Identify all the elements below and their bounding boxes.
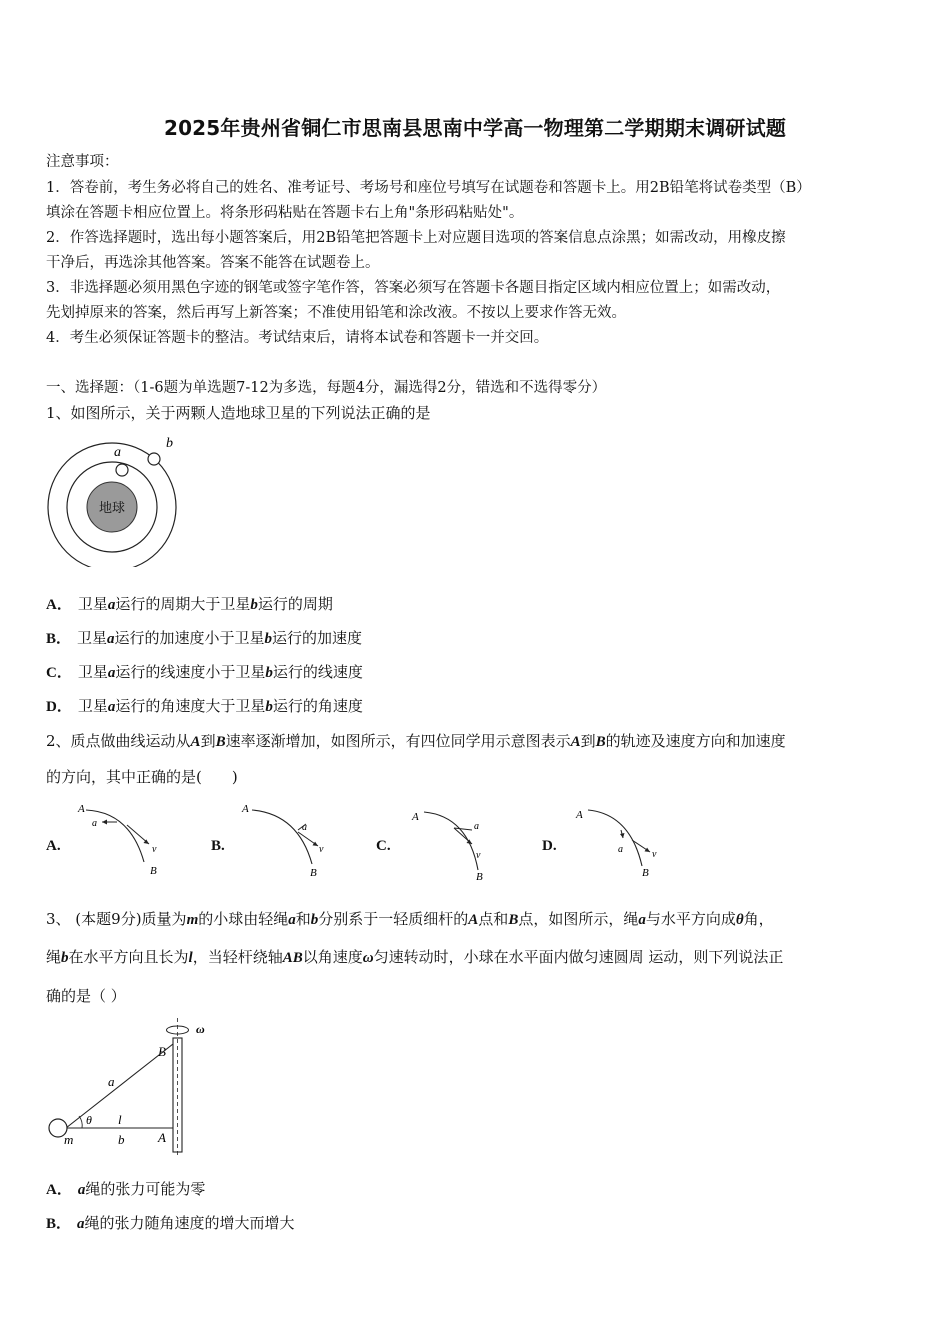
q1-option-b[interactable] bbox=[46, 627, 362, 648]
option-label: C． bbox=[46, 665, 72, 681]
q1-stem: 1、如图所示，关于两颗人造地球卫星的下列说法正确的是 bbox=[46, 404, 431, 422]
option-text: 运行的线速度 bbox=[272, 663, 363, 681]
velocity-label: v bbox=[476, 850, 481, 861]
text: 到 bbox=[580, 732, 596, 750]
accel-label: a bbox=[618, 844, 623, 855]
satellite-b-label: b bbox=[166, 436, 173, 451]
accel-label: a bbox=[474, 821, 479, 832]
rope-a-label: a bbox=[108, 1074, 115, 1089]
length-label: l bbox=[118, 1112, 122, 1127]
q2-choice-d-label[interactable]: D. bbox=[542, 838, 557, 854]
satellite-a-label: a bbox=[114, 445, 121, 460]
page-title: 2025年贵州省铜仁市思南县思南中学高一物理第二学期期末调研试题 bbox=[163, 116, 787, 140]
point-a-label: A bbox=[78, 803, 85, 815]
var: A bbox=[570, 734, 581, 750]
q3-figure bbox=[44, 1016, 224, 1162]
option-text: 运行的加速度 bbox=[272, 629, 363, 647]
var: b bbox=[310, 912, 319, 928]
option-text: 卫星 bbox=[77, 697, 108, 715]
q2-diagram-c bbox=[404, 800, 504, 882]
theta-label: θ bbox=[86, 1113, 92, 1127]
option-var: a bbox=[107, 597, 116, 613]
notice-line: 4．考生必须保证答题卡的整洁。考试结束后，请将本试卷和答题卡一并交回。 bbox=[46, 330, 549, 346]
trajectory bbox=[588, 810, 642, 866]
velocity-arrowhead bbox=[645, 848, 651, 852]
point-b-label: B bbox=[310, 867, 317, 879]
q1-option-a[interactable] bbox=[46, 593, 333, 614]
text: 在水平方向且长为 bbox=[68, 948, 189, 966]
q3-stem-line2 bbox=[46, 946, 783, 967]
rope-b-label: b bbox=[118, 1132, 125, 1147]
satellite-a-icon bbox=[116, 464, 128, 476]
q3-stem-line3: 确的是（ ） bbox=[46, 987, 126, 1005]
var: ω bbox=[362, 950, 374, 966]
var: A bbox=[190, 734, 201, 750]
point-b-label: B bbox=[150, 865, 157, 877]
var: m bbox=[186, 912, 199, 928]
point-b-label: B bbox=[642, 867, 649, 879]
var: b bbox=[61, 950, 69, 966]
accel-label: a bbox=[92, 818, 97, 829]
option-var: b bbox=[250, 597, 258, 613]
point-a-label: A bbox=[158, 1130, 166, 1145]
q3-option-a[interactable] bbox=[46, 1178, 205, 1199]
option-text: 运行的角速度大于卫星 bbox=[115, 697, 266, 715]
option-text: 绳的张力可能为零 bbox=[85, 1180, 206, 1198]
q2-diagram-b bbox=[236, 800, 336, 880]
q2-choice-b-label[interactable]: B. bbox=[211, 838, 225, 854]
option-var: b bbox=[264, 631, 273, 647]
text: 与水平方向成 bbox=[645, 910, 736, 928]
q3-stem-line1 bbox=[46, 908, 774, 929]
q2-diagram-a bbox=[72, 800, 172, 880]
mass-label: m bbox=[64, 1132, 74, 1147]
option-text: 运行的角速度 bbox=[272, 697, 363, 715]
option-label: A． bbox=[46, 1182, 72, 1198]
point-b-label: B bbox=[476, 871, 483, 882]
option-text: 绳的张力随角速度的增大而增大 bbox=[84, 1214, 295, 1232]
text: 角， bbox=[743, 910, 774, 928]
trajectory bbox=[252, 810, 312, 864]
var: B bbox=[595, 734, 606, 750]
earth-label: 地球 bbox=[98, 501, 126, 516]
option-var: a bbox=[77, 1182, 86, 1198]
text: 分别系于一轻质细杆的 bbox=[318, 910, 469, 928]
option-var: a bbox=[107, 665, 116, 681]
var: B bbox=[508, 912, 519, 928]
notice-line: 填涂在答题卡相应位置上。将条形码粘贴在答题卡右上角"条形码粘贴处"。 bbox=[46, 205, 524, 221]
option-var: b bbox=[265, 699, 273, 715]
text: 绳 bbox=[46, 948, 62, 966]
option-text: 运行的周期大于卫星 bbox=[115, 595, 251, 613]
option-text: 卫星 bbox=[77, 663, 108, 681]
var: a bbox=[638, 912, 646, 928]
section-heading: 一、选择题：（1-6题为单选题7-12为多选，每题4分，漏选得2分，错选和不选得零分） bbox=[46, 380, 607, 396]
option-var: a bbox=[107, 699, 116, 715]
q1-option-c[interactable] bbox=[46, 661, 363, 682]
velocity-label: v bbox=[319, 844, 324, 855]
q2-stem-line2: 的方向，其中正确的是( ) bbox=[46, 768, 238, 786]
notice-line: 2．作答选择题时，选出每小题答案后，用2B铅笔把答题卡上对应题目选项的答案信息点涂黑；如需改动，用橡皮擦 bbox=[46, 230, 786, 246]
var: B bbox=[215, 734, 226, 750]
var: a bbox=[288, 912, 296, 928]
q3-option-b[interactable] bbox=[46, 1212, 295, 1233]
var: AB bbox=[282, 950, 303, 966]
velocity-label: v bbox=[652, 849, 657, 860]
point-a-label: A bbox=[242, 803, 249, 815]
text: 点，如图所示，绳 bbox=[518, 910, 639, 928]
accel-label: a bbox=[302, 822, 307, 833]
text: ，当轻杆绕轴 bbox=[192, 948, 283, 966]
notice-line: 干净后，再选涂其他答案。答案不能答在试题卷上。 bbox=[46, 255, 380, 271]
option-var: b bbox=[265, 665, 273, 681]
text: 和 bbox=[295, 910, 311, 928]
option-label: B． bbox=[46, 1216, 72, 1232]
notice-line: 3．非选择题必须用黑色字迹的钢笔或签字笔作答，答案必须写在答题卡各题目指定区域内相应位置上；如需改动， bbox=[46, 280, 781, 296]
omega-label: ω bbox=[196, 1022, 205, 1036]
text: 3、 (本题9分)质量为 bbox=[46, 910, 187, 928]
text: 到 bbox=[200, 732, 216, 750]
text: 点和 bbox=[478, 910, 509, 928]
point-a-label: A bbox=[412, 811, 419, 823]
text: 速率逐渐增加，如图所示，有四位同学用示意图表示 bbox=[225, 732, 571, 750]
option-label: D． bbox=[46, 699, 72, 715]
text: 匀速转动时，小球在水平面内做匀速圆周 运动，则下列说法正 bbox=[373, 948, 784, 966]
text: 以角速度 bbox=[302, 948, 363, 966]
notice-line: 1．答卷前，考生务必将自己的姓名、准考证号、考场号和座位号填写在试题卷和答题卡上。用2B铅笔将试卷类型（B） bbox=[46, 180, 811, 196]
var: θ bbox=[735, 912, 744, 928]
velocity-label: v bbox=[152, 844, 157, 855]
option-text: 卫星 bbox=[77, 629, 108, 647]
option-text: 卫星 bbox=[77, 595, 108, 613]
q2-diagram-d bbox=[570, 800, 670, 880]
q1-orbit-figure bbox=[46, 432, 186, 567]
q2-stem-line1 bbox=[46, 730, 786, 751]
option-text: 运行的周期 bbox=[257, 595, 333, 613]
option-label: A． bbox=[46, 597, 72, 613]
accel-arrow bbox=[454, 828, 472, 830]
text: 的小球由轻绳 bbox=[198, 910, 289, 928]
option-var: a bbox=[107, 631, 115, 647]
notice-line: 先划掉原来的答案，然后再写上新答案；不准使用铅笔和涂改液。不按以上要求作答无效。 bbox=[46, 305, 626, 321]
q2-choice-c-label[interactable]: C. bbox=[376, 838, 391, 854]
var: A bbox=[468, 912, 479, 928]
accel-arrowhead bbox=[102, 820, 107, 825]
option-var: a bbox=[77, 1216, 85, 1232]
option-label: B． bbox=[46, 631, 72, 647]
q1-option-d[interactable] bbox=[46, 695, 363, 716]
option-text: 运行的加速度小于卫星 bbox=[114, 629, 265, 647]
notice-heading: 注意事项： bbox=[46, 154, 119, 170]
point-a-label: A bbox=[576, 809, 583, 821]
option-text: 运行的线速度小于卫星 bbox=[115, 663, 266, 681]
text: 的轨迹及速度方向和加速度 bbox=[605, 732, 786, 750]
q2-choice-a-label[interactable]: A. bbox=[46, 838, 61, 854]
text: 2、质点做曲线运动从 bbox=[46, 732, 191, 750]
point-b-label: B bbox=[158, 1044, 166, 1059]
satellite-b-icon bbox=[148, 453, 160, 465]
var: l bbox=[188, 950, 193, 966]
accel-arrowhead bbox=[620, 833, 625, 838]
